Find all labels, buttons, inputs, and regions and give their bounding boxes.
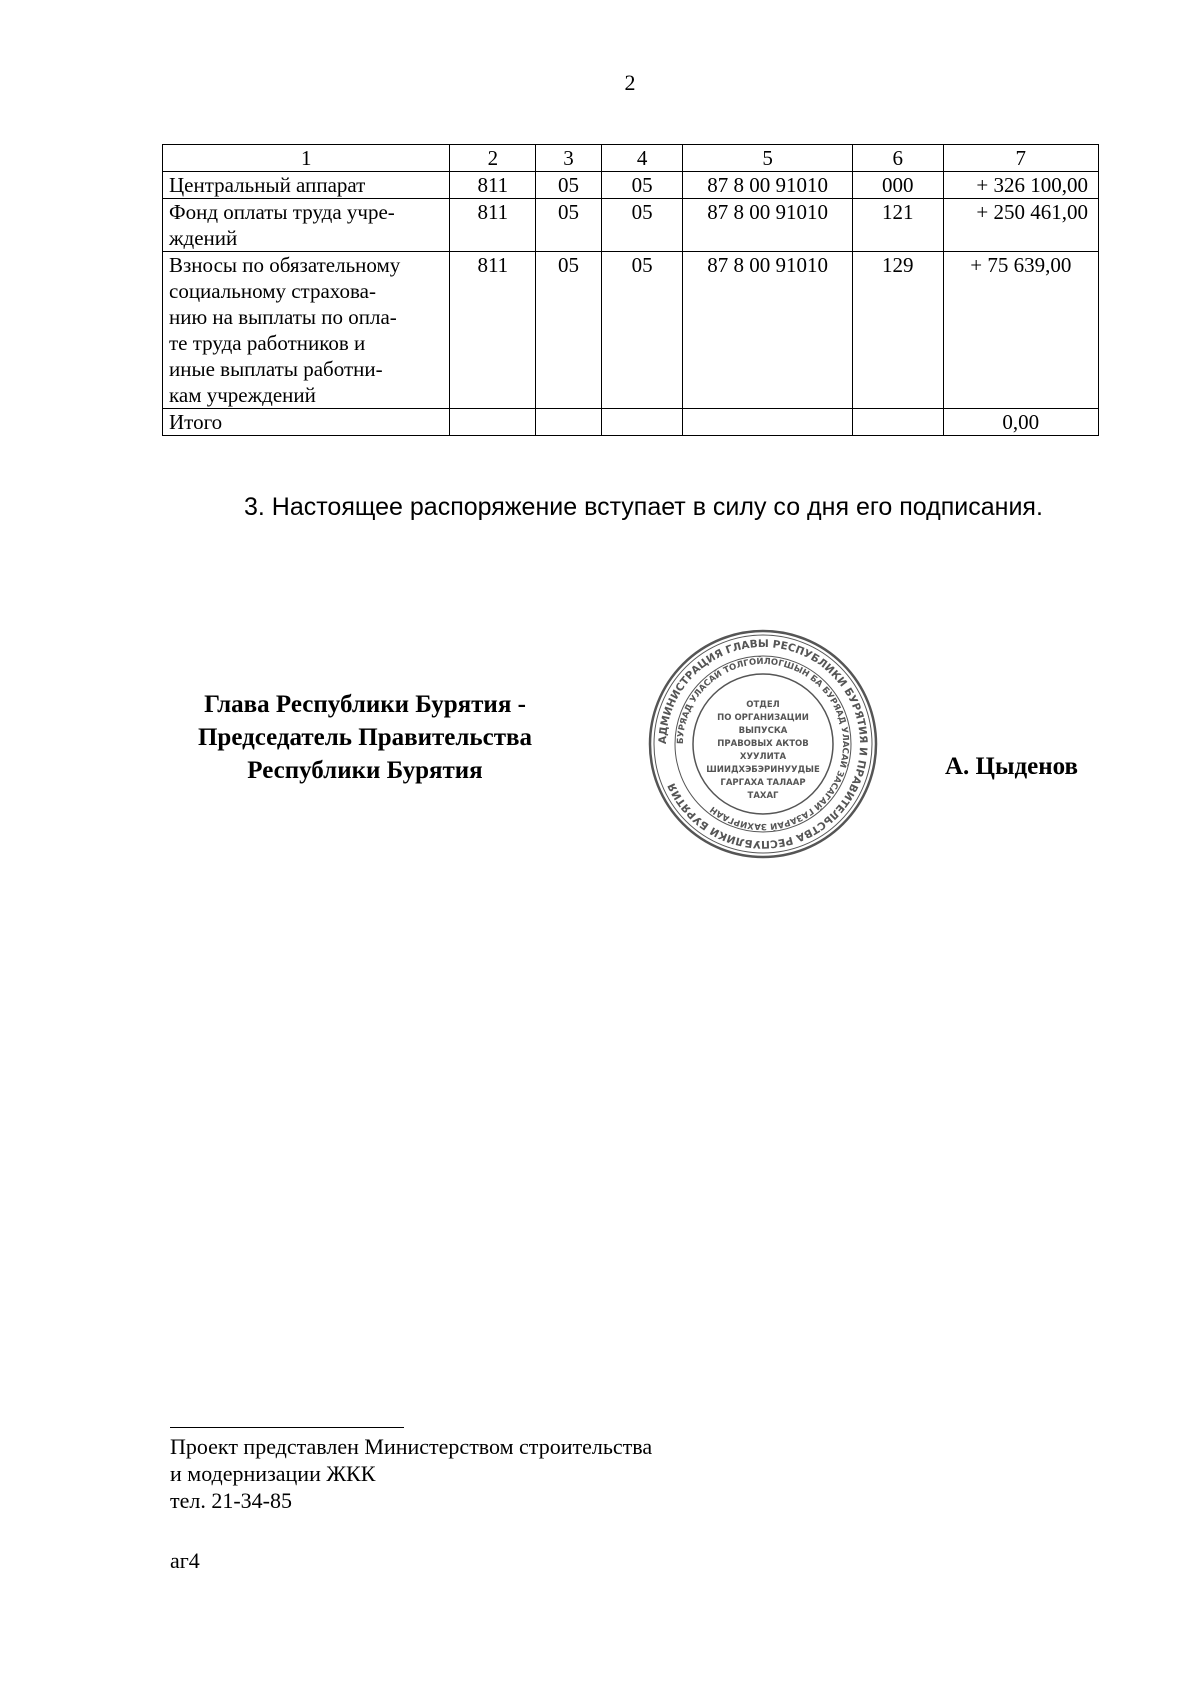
- row-name-line: иные выплаты работни-: [169, 357, 383, 381]
- row-cell-6: 121: [852, 199, 943, 252]
- footnote-line: и модернизации ЖКК: [170, 1461, 376, 1486]
- empty-cell: [852, 409, 943, 436]
- footnote-line: Проект представлен Министерством строительства: [170, 1434, 653, 1459]
- row-cell-3: 05: [536, 199, 602, 252]
- signature-title-line: Председатель Правительства: [197, 724, 533, 751]
- seal-inner-text: БУРЯАД УЛАСАЙ ТОЛГОЙЛОГШЫН БА БУРЯАД УЛАСАЙ ЗАСАГАЙ ГАЗАРАЙ ЗАХИРГААН: [675, 656, 851, 832]
- row-cell-3: 05: [536, 252, 602, 409]
- header-cell-3: 3: [536, 145, 602, 172]
- row-cell-2: 811: [450, 172, 536, 199]
- row-name-line: Фонд оплаты труда учре-: [169, 200, 395, 224]
- row-name-line: ждений: [169, 226, 238, 250]
- page-number: 2: [624, 70, 636, 95]
- total-value: 0,00: [943, 409, 1098, 436]
- row-cell-6: 129: [852, 252, 943, 409]
- row-name-cell: [163, 172, 450, 199]
- row-cell-7: + 75 639,00: [943, 252, 1098, 409]
- header-cell-4: 4: [601, 145, 683, 172]
- empty-cell: [601, 409, 683, 436]
- row-cell-4: 05: [601, 172, 683, 199]
- footnote: [170, 1433, 652, 1514]
- table-total-row: [163, 409, 1099, 436]
- row-cell-7: + 326 100,00: [943, 172, 1098, 199]
- row-cell-4: 05: [601, 199, 683, 252]
- row-cell-3: 05: [536, 172, 602, 199]
- table-row: [163, 172, 1099, 199]
- signatory-name: А. Цыденов: [945, 753, 1079, 780]
- budget-table: [162, 144, 1099, 436]
- footnote-line: тел. 21-34-85: [170, 1488, 293, 1513]
- header-cell-6: 6: [852, 145, 943, 172]
- empty-cell: [536, 409, 602, 436]
- row-name-line: социальному страхова-: [169, 279, 376, 303]
- header-cell-1: 1: [163, 145, 450, 172]
- official-seal: [646, 627, 880, 861]
- table-row: [163, 252, 1099, 409]
- row-name-cell: [163, 252, 450, 409]
- row-cell-5: 87 8 00 91010: [683, 252, 852, 409]
- row-cell-7: + 250 461,00: [943, 199, 1098, 252]
- row-cell-4: 05: [601, 252, 683, 409]
- row-cell-5: 87 8 00 91010: [683, 199, 852, 252]
- seal-center-line: ПО ОРГАНИЗАЦИИ: [717, 713, 809, 723]
- row-cell-2: 811: [450, 252, 536, 409]
- seal-center-line: ОТДЕЛ: [746, 700, 780, 710]
- total-label: Итого: [163, 409, 450, 436]
- empty-cell: [450, 409, 536, 436]
- seal-center-line: ПРАВОВЫХ АКТОВ: [717, 739, 809, 749]
- header-cell-2: 2: [450, 145, 536, 172]
- row-cell-6: 000: [852, 172, 943, 199]
- row-name-line: нию на выплаты по опла-: [169, 305, 397, 329]
- seal-outer-text: АДМИНИСТРАЦИЯ ГЛАВЫ РЕСПУБЛИКИ БУРЯТИЯ И ПРАВИТЕЛЬСТВА РЕСПУБЛИКИ БУРЯТИЯ: [656, 637, 870, 851]
- row-name-line: те труда работников и: [169, 331, 366, 355]
- seal-center-line: ШИИДХЭБЭРИНУУДЫЕ: [706, 765, 820, 775]
- paragraph-3: 3. Настоящее распоряжение вступает в силу со дня его подписания.: [244, 493, 1043, 521]
- row-name-line: Взносы по обязательному: [169, 253, 401, 277]
- empty-cell: [683, 409, 852, 436]
- header-cell-5: 5: [683, 145, 852, 172]
- row-name-line: кам учреждений: [169, 383, 316, 407]
- seal-center-line: ТАХАГ: [747, 791, 779, 801]
- seal-center-line: ХУУЛИТА: [739, 752, 787, 762]
- document-code: аг4: [170, 1548, 200, 1573]
- footnote-divider: [170, 1427, 404, 1428]
- row-cell-5: 87 8 00 91010: [683, 172, 852, 199]
- signature-title-line: Республики Бурятия: [247, 757, 483, 784]
- table-header-row: [163, 145, 1099, 172]
- seal-center-line: ВЫПУСКА: [738, 726, 788, 736]
- row-cell-2: 811: [450, 199, 536, 252]
- signature-title: [170, 688, 560, 787]
- row-name-cell: [163, 199, 450, 252]
- seal-center-line: ГАРГАХА ТАЛААР: [720, 778, 806, 788]
- row-name-line: Центральный аппарат: [169, 173, 366, 197]
- signature-title-line: Глава Республики Бурятия -: [204, 691, 526, 718]
- table-row: [163, 199, 1099, 252]
- header-cell-7: 7: [943, 145, 1098, 172]
